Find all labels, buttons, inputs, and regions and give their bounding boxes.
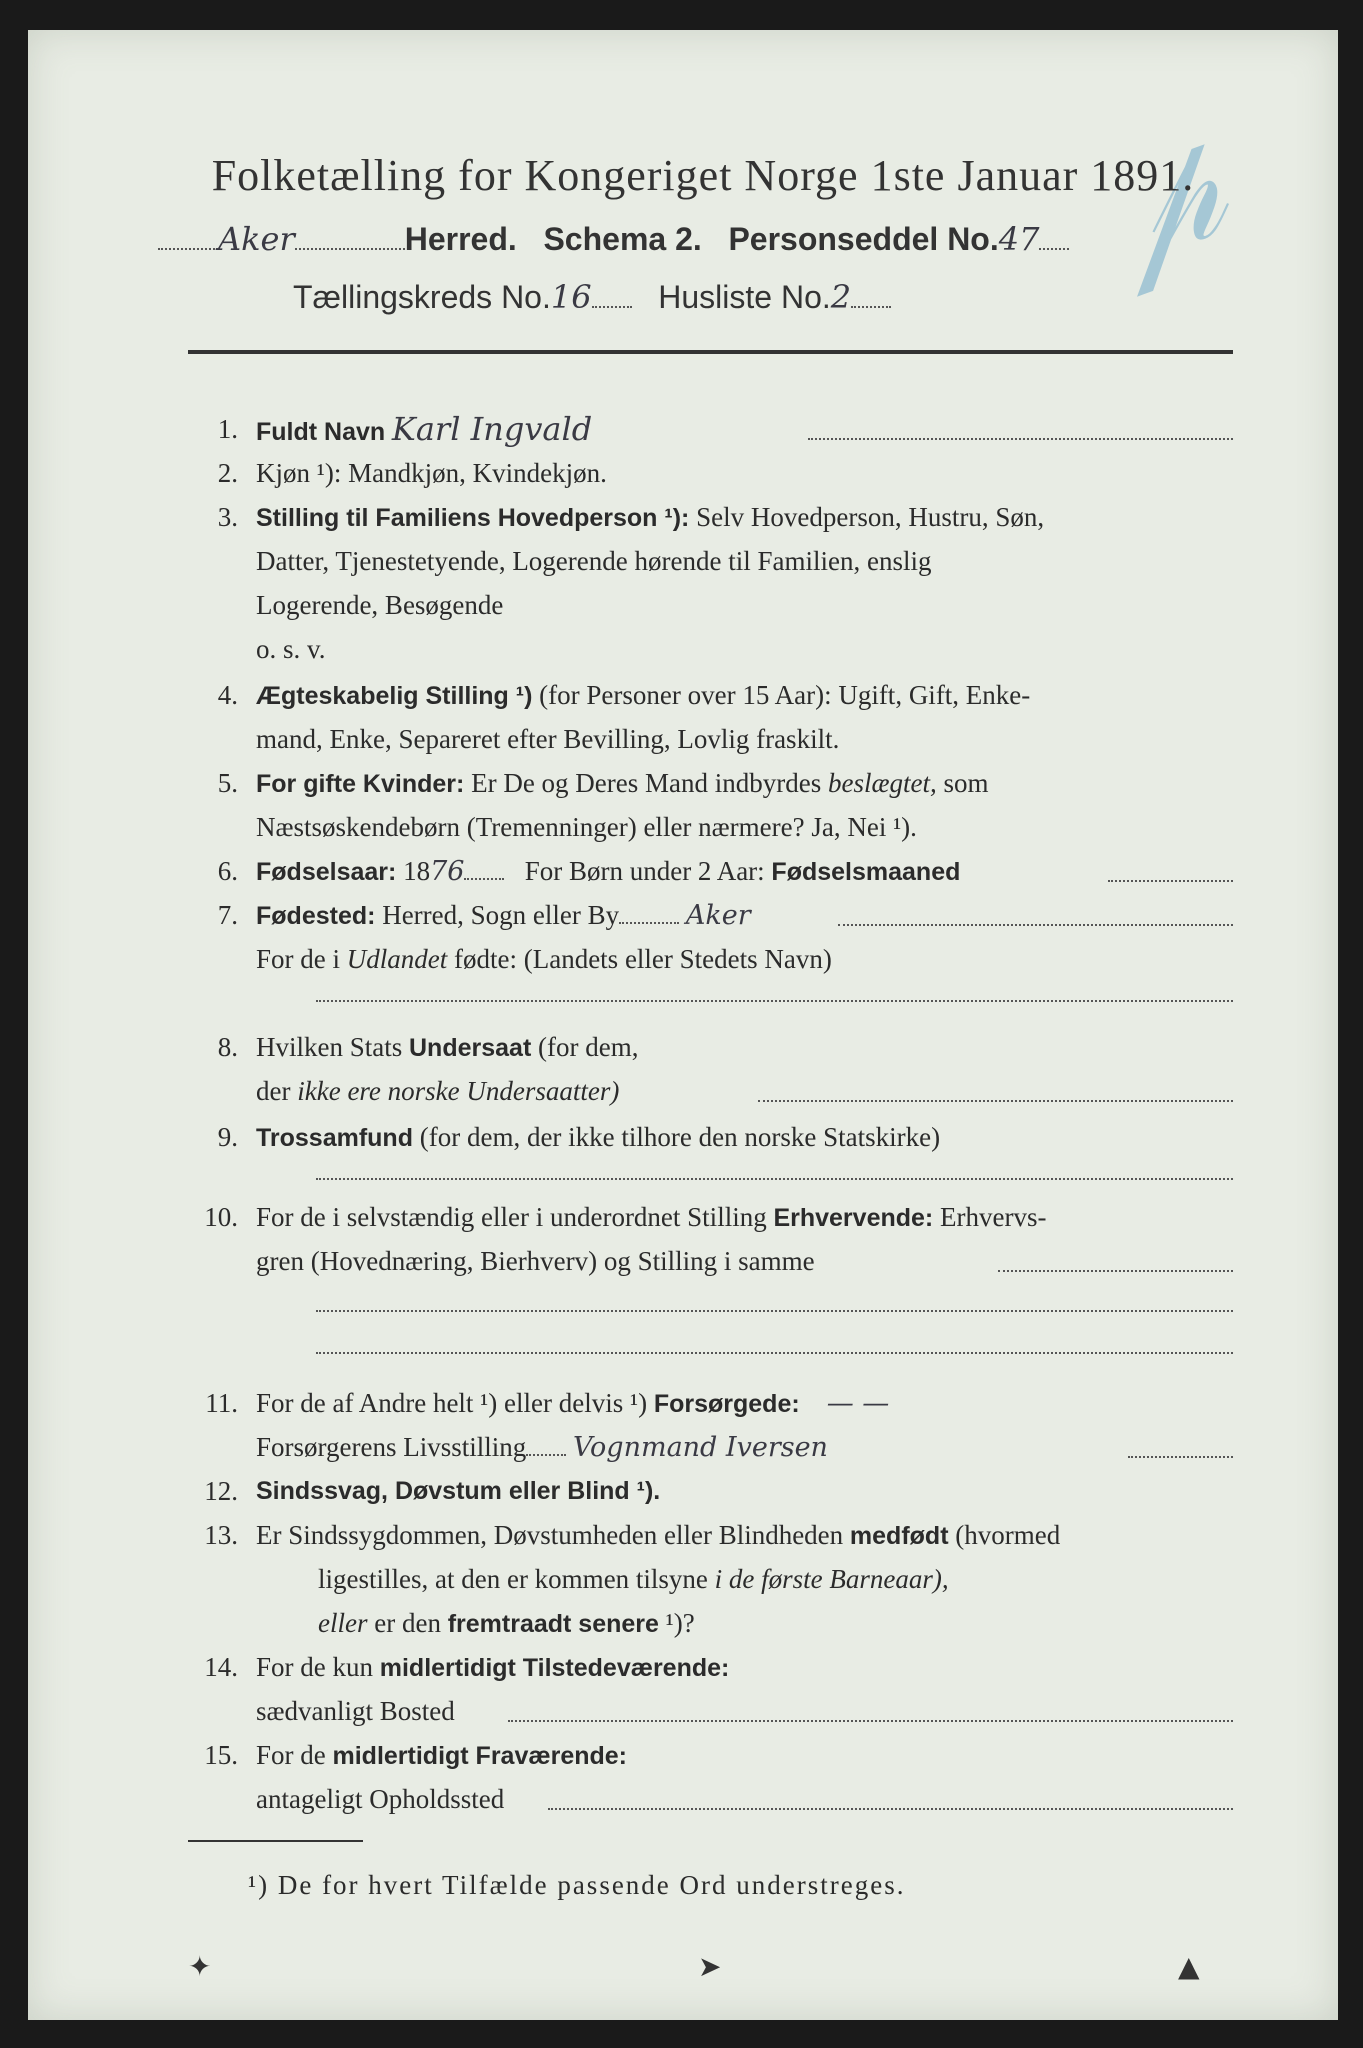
register-mark-icon: ➤ xyxy=(698,1950,722,1983)
blank-line xyxy=(316,1352,1233,1354)
item-label: Fuldt Navn xyxy=(256,418,386,446)
item-label: Erhvervende: xyxy=(773,1204,934,1232)
kjon-text: Kjøn ¹): Mandkjøn, Kvindekjøn. xyxy=(256,458,607,488)
footnote: ¹) De for hvert Tilfælde passende Ord understreges. xyxy=(248,1870,906,1900)
item-text: ¹)? xyxy=(665,1608,695,1638)
item-text: (for Personer over 15 Aar): Ugift, Gift, Enke- xyxy=(539,680,1031,710)
herred-label: Herred. xyxy=(404,221,517,257)
item-label: midlertidigt Tilstedeværende: xyxy=(379,1654,730,1682)
item-label: medfødt xyxy=(849,1522,949,1550)
item-text: (for dem, xyxy=(538,1032,639,1062)
item-label: Undersaat xyxy=(409,1034,532,1062)
archive-stamp: 𝓅 xyxy=(1086,97,1247,298)
item-number: 9. xyxy=(217,1122,238,1152)
herred-line xyxy=(158,220,1069,258)
item-label: midlertidigt Fraværende: xyxy=(332,1742,627,1770)
item-text: For Børn under 2 Aar: xyxy=(524,856,765,886)
item-label: Stilling til Familiens Hovedperson ¹): xyxy=(256,504,690,532)
form-title: Folketælling for Kongeriget Norge 1ste Januar 1891. xyxy=(211,151,1195,200)
item-label: For gifte Kvinder: xyxy=(256,770,465,798)
item-label: Fødselsmaaned xyxy=(771,858,961,886)
census-form xyxy=(28,30,1338,2020)
item-number: 11. xyxy=(205,1388,238,1418)
item-number: 14. xyxy=(204,1652,238,1682)
item-text: i de første Barneaar), xyxy=(714,1564,949,1594)
item-text: beslægtet, xyxy=(828,768,937,798)
item-text: o. s. v. xyxy=(256,634,326,664)
schema-label: Schema 2. xyxy=(543,221,702,257)
item-number: 8. xyxy=(217,1032,238,1062)
item-number: 5. xyxy=(217,768,238,798)
personseddel-label: Personseddel No. xyxy=(728,221,999,257)
item-text: For de af Andre helt ¹) eller delvis ¹) xyxy=(256,1388,648,1418)
item-text: eller xyxy=(318,1608,368,1638)
item-text: For de i xyxy=(256,944,340,974)
item-label: Sindssvag, Døvstum eller Blind ¹). xyxy=(256,1477,661,1505)
husliste-value: 2 xyxy=(830,278,852,316)
item-label: Ægteskabelig Stilling ¹) xyxy=(256,682,533,710)
item-text: der xyxy=(256,1076,291,1106)
kreds-value: 16 xyxy=(550,278,592,316)
item-text: Udlandet xyxy=(346,944,448,974)
item-number: 10. xyxy=(204,1202,238,1232)
forsorgede-value: — — xyxy=(826,1388,890,1419)
item-text: sædvanligt Bosted xyxy=(256,1696,455,1726)
item-text: er den xyxy=(374,1608,441,1638)
fuldt-navn-value: Karl Ingvald xyxy=(391,410,593,448)
forsorger-value: Vognmand Iversen xyxy=(573,1432,828,1463)
item-number: 4. xyxy=(217,680,238,710)
personseddel-value: 47 xyxy=(998,220,1040,258)
blank-line xyxy=(316,1178,1233,1180)
item-text: fødte: (Landets eller Stedets Navn) xyxy=(454,944,832,974)
item-number: 15. xyxy=(204,1740,238,1770)
item-number: 6. xyxy=(217,856,238,886)
item-text: mand, Enke, Separeret efter Bevilling, Lovlig fraskilt. xyxy=(256,724,840,754)
item-label: Forsørgede: xyxy=(653,1390,800,1418)
item-text: Datter, Tjenestetyende, Logerende hørende til Familien, enslig xyxy=(256,546,932,576)
item-text: For de i selvstændig eller i underordnet Stilling xyxy=(256,1202,767,1232)
footnote-rule xyxy=(188,1840,363,1842)
item-text: For de xyxy=(256,1740,326,1770)
item-text: Hvilken Stats xyxy=(256,1032,403,1062)
item-text: Forsørgerens Livsstilling xyxy=(256,1432,527,1462)
item-number: 3. xyxy=(217,502,238,532)
item-text: Er De og Deres Mand indbyrdes xyxy=(471,768,822,798)
blank-line xyxy=(316,1000,1233,1002)
item-text: For de kun xyxy=(256,1652,373,1682)
fodested-value: Aker xyxy=(685,900,751,931)
kreds-label: Tællingskreds No. xyxy=(293,279,551,315)
item-text: (hvormed xyxy=(955,1520,1061,1550)
item-label: Fødselsaar: xyxy=(256,858,397,886)
item-label: Fødested: xyxy=(256,902,376,930)
item-text: Erhvervs- xyxy=(940,1202,1047,1232)
item-text: gren (Hovednæring, Bierhverv) og Stilling i samme xyxy=(256,1246,815,1276)
blank-line xyxy=(316,1310,1233,1312)
item-text: Næstsøskendebørn (Tremenninger) eller nærmere? Ja, Nei ¹). xyxy=(256,812,917,842)
header-rule xyxy=(188,350,1233,354)
item-text: Logerende, Besøgende xyxy=(256,590,504,620)
item-label: Trossamfund xyxy=(256,1124,413,1152)
kreds-line xyxy=(293,278,891,316)
item-number: 12. xyxy=(204,1476,238,1506)
item-text: antageligt Opholdssted xyxy=(256,1784,505,1814)
item-number: 13. xyxy=(204,1520,238,1550)
item-number: 2. xyxy=(217,458,238,488)
husliste-label: Husliste No. xyxy=(658,279,831,315)
register-mark-icon: ✦ xyxy=(188,1950,212,1983)
item-number: 1. xyxy=(217,414,238,444)
item-text: Herred, Sogn eller By xyxy=(382,900,620,930)
item-text: Er Sindssygdommen, Døvstumheden eller Blindheden xyxy=(256,1520,844,1550)
item-text: ligestilles, at den er kommen tilsyne xyxy=(318,1564,708,1594)
item-text: som xyxy=(943,768,989,798)
item-number: 7. xyxy=(217,900,238,930)
year-prefix: 18 xyxy=(403,856,431,886)
register-mark-icon: ▲ xyxy=(1178,1950,1200,1983)
item-text: Selv Hovedperson, Hustru, Søn, xyxy=(696,502,1045,532)
fodselsaar-value: 76 xyxy=(430,856,465,887)
item-text: (for dem, der ikke tilhore den norske Statskirke) xyxy=(419,1122,941,1152)
herred-value: Aker xyxy=(218,220,295,258)
item-label: fremtraadt senere xyxy=(447,1610,659,1638)
item-text: ikke ere norske Undersaatter) xyxy=(297,1076,620,1106)
